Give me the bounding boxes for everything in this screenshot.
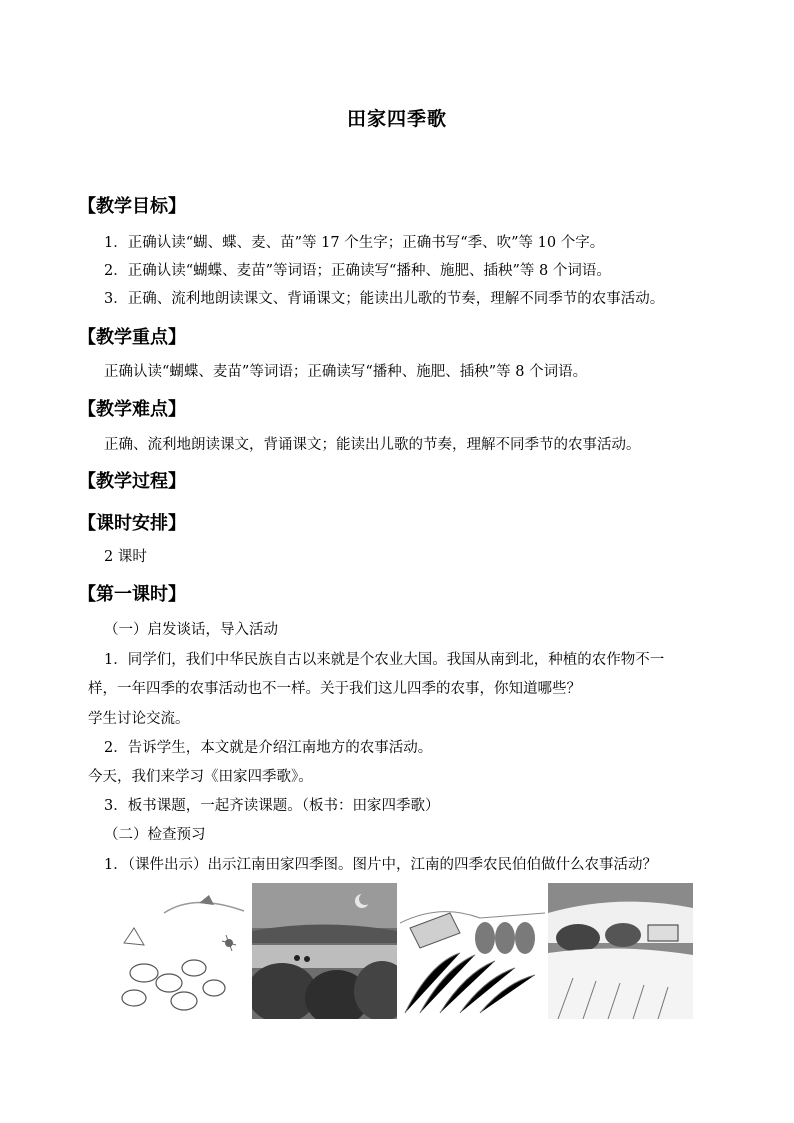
section-1-today: 今天，我们来学习《田家四季歌》。 <box>88 769 313 785</box>
section-1-item-1-line-1: 1．同学们，我们中华民族自古以来就是个农业大国。我国从南到北，种植的农作物不一 <box>104 652 665 668</box>
document-title: 田家四季歌 <box>346 108 447 130</box>
schedule-heading: 【课时安排】 <box>78 513 186 534</box>
section-1-discussion: 学生讨论交流。 <box>88 711 190 727</box>
goal-item-2: 2．正确认读“蝴蝶、麦苗”等词语；正确读写“播种、施肥、插秧”等 8 个词语。 <box>104 263 611 279</box>
section-1-item-2: 2．告诉学生，本文就是介绍江南地方的农事活动。 <box>104 740 433 756</box>
section-1-item-3: 3．板书课题，一起齐读课题。（板书：田家四季歌） <box>104 798 440 814</box>
winter-picture <box>548 883 693 1019</box>
summer-picture <box>252 883 397 1019</box>
autumn-picture <box>400 883 545 1019</box>
goal-item-1: 1．正确认读“蝴、蝶、麦、苗”等 17 个生字；正确书写“季、吹”等 10 个字。 <box>104 235 605 251</box>
spring-picture <box>104 883 249 1019</box>
goal-item-3: 3．正确、流利地朗读课文、背诵课文；能读出儿歌的节奏，理解不同季节的农事活动。 <box>104 291 665 307</box>
section-2-heading: （二）检查预习 <box>104 827 206 843</box>
key-points-heading: 【教学重点】 <box>78 327 186 348</box>
key-points-text: 正确认读“蝴蝶、麦苗”等词语；正确读写“播种、施肥、插秧”等 8 个词语。 <box>104 364 588 380</box>
difficulty-text: 正确、流利地朗读课文，背诵课文；能读出儿歌的节奏，理解不同季节的农事活动。 <box>104 437 641 453</box>
schedule-text: 2 课时 <box>104 549 147 565</box>
four-seasons-pictures <box>104 883 696 1019</box>
section-2-item-1: 1．（课件出示）出示江南田家四季图。图片中，江南的四季农民伯伯做什么农事活动？ <box>104 857 657 873</box>
process-heading: 【教学过程】 <box>78 471 186 492</box>
goals-heading: 【教学目标】 <box>78 196 186 217</box>
difficulty-heading: 【教学难点】 <box>78 399 186 420</box>
section-1-item-1-line-2: 样，一年四季的农事活动也不一样。关于我们这儿四季的农事，你知道哪些？ <box>88 681 581 697</box>
lesson1-heading: 【第一课时】 <box>78 584 186 605</box>
section-1-heading: （一）启发谈话，导入活动 <box>104 622 278 638</box>
